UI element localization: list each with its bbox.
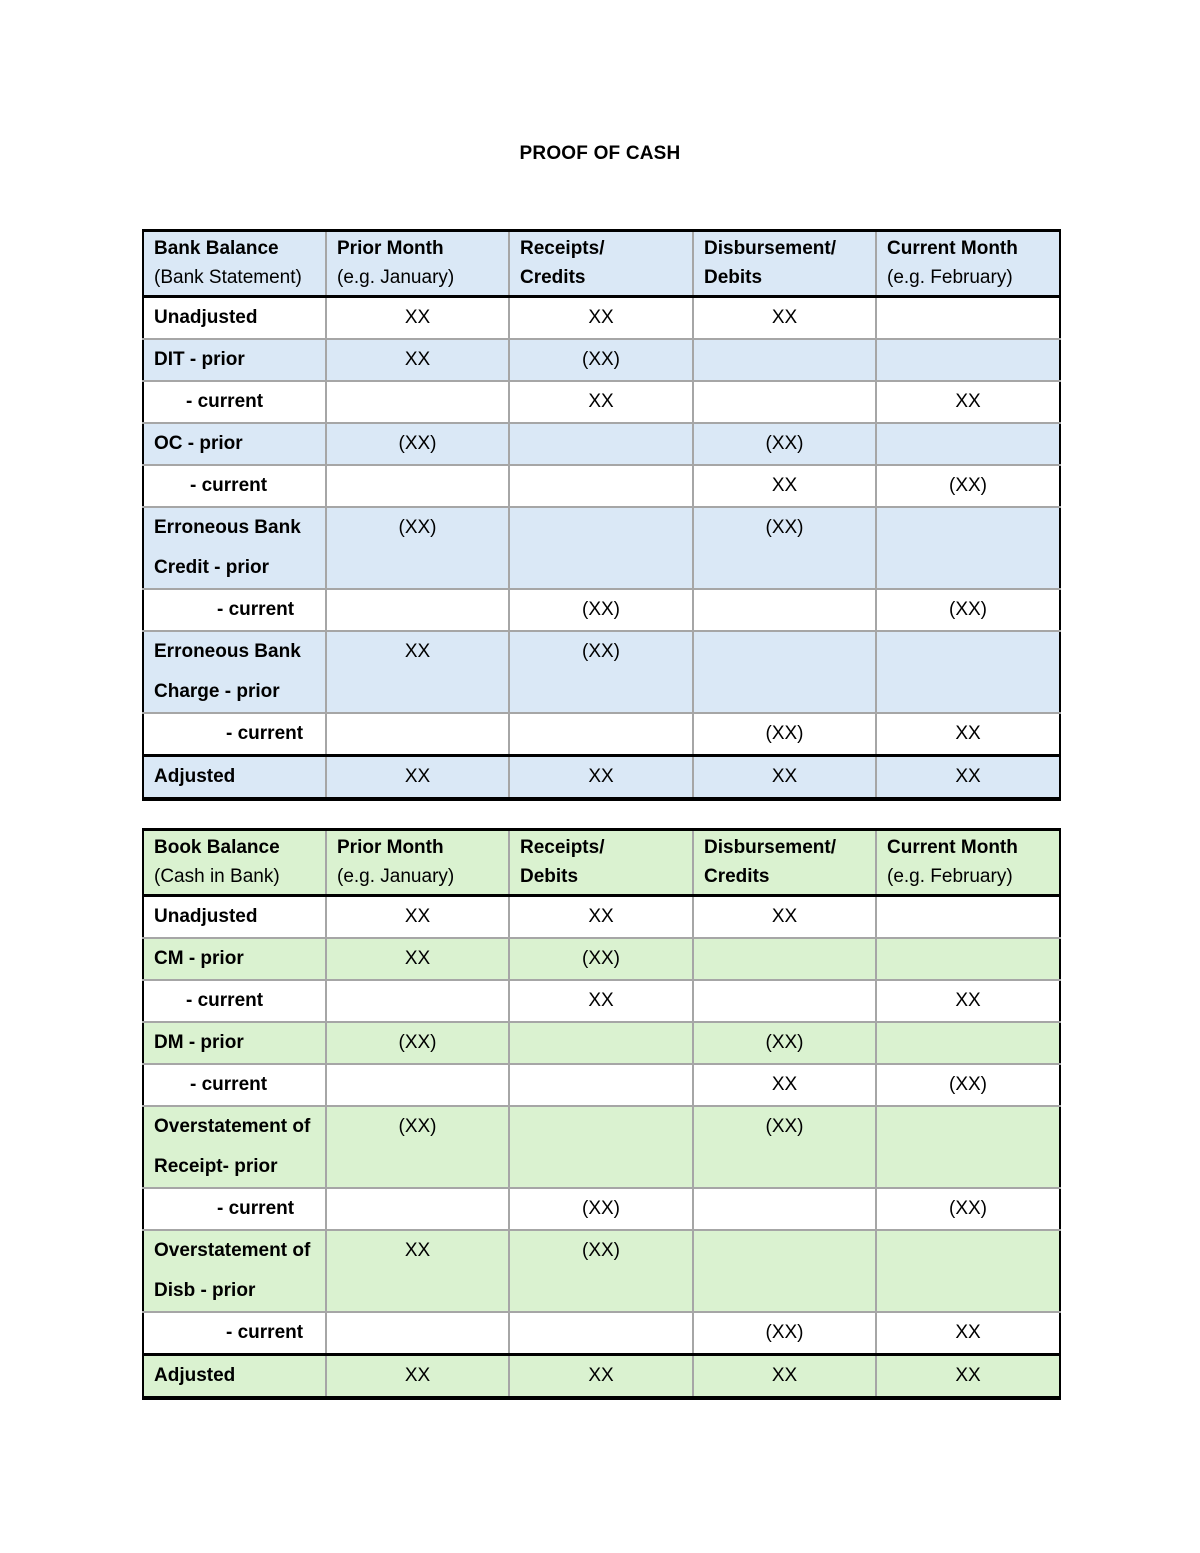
table-cell — [876, 507, 1060, 589]
row-label: DIT - prior — [143, 339, 326, 381]
table-row — [143, 297, 1060, 340]
table-row — [143, 713, 1060, 756]
table-row-adjusted — [143, 1355, 1060, 1399]
table-cell: XX — [326, 1230, 509, 1312]
table-cell: XX — [326, 938, 509, 980]
table-cell — [326, 1312, 509, 1355]
table-cell — [876, 1230, 1060, 1312]
row-label: - current — [143, 465, 326, 507]
header-cell: Disbursement/ Debits — [693, 231, 876, 297]
table-cell: XX — [693, 756, 876, 800]
table-cell: (XX) — [876, 465, 1060, 507]
table-cell — [693, 381, 876, 423]
table-cell — [693, 980, 876, 1022]
table-cell: (XX) — [509, 938, 693, 980]
table-cell — [326, 1188, 509, 1230]
table-cell: (XX) — [693, 423, 876, 465]
table-cell: (XX) — [693, 1312, 876, 1355]
header-cell: Book Balance (Cash in Bank) — [143, 830, 326, 896]
table-cell — [509, 507, 693, 589]
table-cell — [693, 938, 876, 980]
table-cell — [693, 1188, 876, 1230]
table-cell: XX — [876, 980, 1060, 1022]
table-cell: (XX) — [693, 1106, 876, 1188]
table-cell: XX — [326, 1355, 509, 1399]
table-row — [143, 423, 1060, 465]
table-row — [143, 896, 1060, 939]
table-cell — [876, 1106, 1060, 1188]
table-cell: (XX) — [693, 1022, 876, 1064]
table-cell — [509, 713, 693, 756]
table-cell — [509, 1106, 693, 1188]
table-row — [143, 589, 1060, 631]
table-cell: XX — [326, 297, 509, 340]
table-cell: (XX) — [876, 1064, 1060, 1106]
table-row — [143, 1064, 1060, 1106]
row-label: CM - prior — [143, 938, 326, 980]
table-cell: XX — [876, 381, 1060, 423]
table-cell: (XX) — [509, 631, 693, 713]
table-cell: XX — [509, 896, 693, 939]
table-cell: (XX) — [509, 1188, 693, 1230]
table-cell — [876, 938, 1060, 980]
table-row — [143, 381, 1060, 423]
table-cell — [326, 980, 509, 1022]
header-cell: Bank Balance (Bank Statement) — [143, 231, 326, 297]
book-balance-table — [142, 828, 1061, 1400]
table-row — [143, 339, 1060, 381]
header-cell: Disbursement/ Credits — [693, 830, 876, 896]
table-cell — [509, 1312, 693, 1355]
row-label: Adjusted — [143, 1355, 326, 1399]
table-cell — [876, 423, 1060, 465]
header-cell: Prior Month (e.g. January) — [326, 830, 509, 896]
row-label: Erroneous Bank Credit - prior — [143, 507, 326, 589]
row-label: Overstatement of Disb - prior — [143, 1230, 326, 1312]
row-label: DM - prior — [143, 1022, 326, 1064]
table-row — [143, 1106, 1060, 1188]
table-cell: XX — [326, 896, 509, 939]
header-cell: Prior Month (e.g. January) — [326, 231, 509, 297]
header-cell: Current Month (e.g. February) — [876, 830, 1060, 896]
row-label: - current — [143, 713, 326, 756]
table-cell: XX — [693, 297, 876, 340]
table-cell — [509, 465, 693, 507]
row-label: Unadjusted — [143, 896, 326, 939]
table-cell — [509, 1022, 693, 1064]
table-row — [143, 980, 1060, 1022]
table-cell — [326, 1064, 509, 1106]
table-cell: XX — [509, 980, 693, 1022]
table-cell: (XX) — [876, 589, 1060, 631]
table-cell — [326, 713, 509, 756]
table-cell: XX — [326, 631, 509, 713]
table-header-row — [143, 830, 1060, 896]
table-cell: XX — [509, 1355, 693, 1399]
table-cell: (XX) — [509, 1230, 693, 1312]
table-cell — [326, 589, 509, 631]
table-cell: XX — [326, 756, 509, 800]
table-cell: XX — [509, 297, 693, 340]
row-label: Erroneous Bank Charge - prior — [143, 631, 326, 713]
table-cell: XX — [693, 465, 876, 507]
table-cell: XX — [876, 713, 1060, 756]
table-cell: (XX) — [693, 713, 876, 756]
table-row — [143, 938, 1060, 980]
table-header-row — [143, 231, 1060, 297]
table-cell — [876, 1022, 1060, 1064]
table-cell: (XX) — [509, 339, 693, 381]
table-cell — [326, 465, 509, 507]
table-row — [143, 631, 1060, 713]
table-cell — [876, 631, 1060, 713]
table-cell: (XX) — [326, 1106, 509, 1188]
table-cell: XX — [693, 1064, 876, 1106]
table-cell — [326, 381, 509, 423]
table-cell: (XX) — [326, 423, 509, 465]
page-title: PROOF OF CASH — [519, 143, 681, 164]
table-cell: XX — [509, 756, 693, 800]
table-row — [143, 1312, 1060, 1355]
row-label: Unadjusted — [143, 297, 326, 340]
table-cell — [693, 339, 876, 381]
header-cell: Receipts/ Debits — [509, 830, 693, 896]
table-cell: XX — [876, 756, 1060, 800]
bank-balance-table — [142, 229, 1061, 801]
table-row — [143, 1188, 1060, 1230]
row-label: - current — [143, 980, 326, 1022]
table-cell: XX — [876, 1312, 1060, 1355]
table-cell — [693, 589, 876, 631]
table-row-adjusted — [143, 756, 1060, 800]
row-label: - current — [143, 1312, 326, 1355]
table-cell: XX — [693, 896, 876, 939]
table-cell: (XX) — [326, 507, 509, 589]
table-row — [143, 507, 1060, 589]
table-row — [143, 1022, 1060, 1064]
header-cell: Receipts/ Credits — [509, 231, 693, 297]
table-cell: XX — [509, 381, 693, 423]
table-cell — [876, 297, 1060, 340]
row-label: - current — [143, 589, 326, 631]
table-cell — [693, 1230, 876, 1312]
row-label: - current — [143, 381, 326, 423]
table-cell — [876, 339, 1060, 381]
table-cell: XX — [326, 339, 509, 381]
row-label: Overstatement of Receipt- prior — [143, 1106, 326, 1188]
row-label: - current — [143, 1188, 326, 1230]
header-cell: Current Month (e.g. February) — [876, 231, 1060, 297]
table-cell: (XX) — [326, 1022, 509, 1064]
row-label: Adjusted — [143, 756, 326, 800]
table-cell: (XX) — [509, 589, 693, 631]
row-label: - current — [143, 1064, 326, 1106]
table-cell — [693, 631, 876, 713]
table-cell — [876, 896, 1060, 939]
table-row — [143, 465, 1060, 507]
table-cell: XX — [693, 1355, 876, 1399]
table-cell: (XX) — [693, 507, 876, 589]
table-cell — [509, 423, 693, 465]
table-cell: XX — [876, 1355, 1060, 1399]
table-cell — [509, 1064, 693, 1106]
table-row — [143, 1230, 1060, 1312]
row-label: OC - prior — [143, 423, 326, 465]
table-cell: (XX) — [876, 1188, 1060, 1230]
